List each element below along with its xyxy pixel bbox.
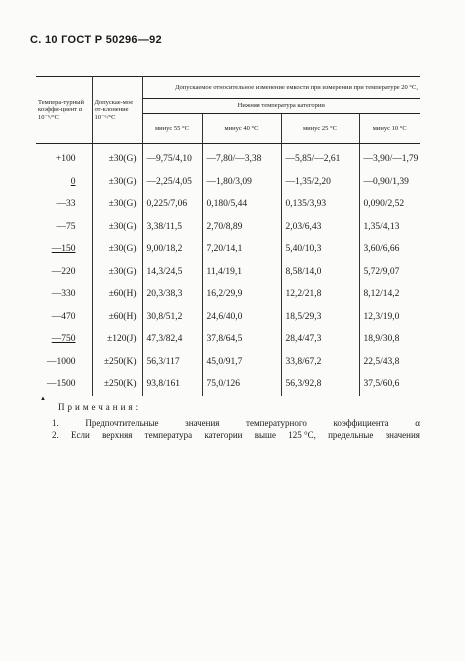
value-cell: 24,6/40,0 (202, 306, 281, 329)
value-cell: 20,3/38,3 (142, 283, 202, 306)
note-1-word: значения (185, 418, 220, 428)
temp-cell: —470 (36, 306, 92, 329)
value-cell: 9,00/18,2 (142, 238, 202, 261)
value-cell: 30,8/51,2 (142, 306, 202, 329)
tolerance-cell: ±30(G) (92, 261, 142, 284)
value-cell: —5,85/—2,61 (281, 144, 359, 171)
note-1-word: Предпочтительные (85, 418, 159, 428)
tolerance-cell: ±30(G) (92, 216, 142, 239)
value-cell: 47,3/82,4 (142, 328, 202, 351)
table-row (36, 306, 420, 329)
temp-cell: —1500 (36, 373, 92, 396)
value-cell: 18,9/30,8 (363, 334, 400, 345)
value-cell: 8,58/14,0 (281, 261, 359, 284)
header-capacitance-change: Допускаемое относительное изменение емкости при измерении при температуре 20 °С, (142, 77, 420, 99)
tolerance-cell: ±250(K) (92, 373, 142, 396)
temp-cell: —1000 (36, 351, 92, 374)
tolerance-cell: ±60(H) (92, 283, 142, 306)
value-cell: —1,80/3,09 (202, 171, 281, 194)
header-minus40: минус 40 °С (202, 114, 281, 144)
value-cell: 75,0/126 (202, 373, 281, 396)
notes-section (52, 402, 420, 442)
value-cell: 16,2/29,9 (202, 283, 281, 306)
temp-cell: —75 (36, 216, 92, 239)
note-2-word: выше (254, 430, 276, 440)
value-cell: 56,3/92,8 (281, 373, 359, 396)
note-1-word: α (415, 418, 420, 428)
table-row (36, 351, 420, 374)
note-1-word: температурного (246, 418, 307, 428)
value-cell: 12,2/21,8 (281, 283, 359, 306)
note-2 (52, 430, 420, 440)
value-cell: —2,25/4,05 (142, 171, 202, 194)
value-cell: 3,60/6,66 (363, 244, 400, 255)
note-1-word: 1. (52, 418, 59, 428)
table-row (36, 193, 420, 216)
table-row (36, 328, 420, 351)
tolerance-cell: ±120(J) (92, 328, 142, 351)
note-2-word: 2. (52, 430, 59, 440)
table-row (36, 283, 420, 306)
page-header: С. 10 ГОСТ Р 50296—92 (30, 34, 162, 46)
table-row (36, 171, 420, 194)
tolerance-cell: ±60(H) (92, 306, 142, 329)
temp-cell: —33 (36, 193, 92, 216)
tolerance-cell: ±30(G) (92, 238, 142, 261)
value-cell: 0,225/7,06 (142, 193, 202, 216)
value-cell: —0,90/1,39 (363, 176, 409, 187)
value-cell: 2,70/8,89 (202, 216, 281, 239)
value-cell: 33,8/67,2 (281, 351, 359, 374)
value-cell: 28,4/47,3 (281, 328, 359, 351)
note-1 (52, 418, 420, 428)
value-cell: —9,75/4,10 (142, 144, 202, 171)
value-cell: —3,90/—1,79 (363, 154, 419, 165)
value-cell: 0,135/3,93 (281, 193, 359, 216)
table-row (36, 261, 420, 284)
note-2-word: значения (385, 430, 420, 440)
note-2-word: верхняя (102, 430, 133, 440)
header-tolerance: Допускае-мое от-клонение 10⁻⁶/°С (92, 77, 142, 144)
header-minus25: минус 25 °С (281, 114, 359, 144)
value-cell: —1,35/2,20 (281, 171, 359, 194)
value-cell: —7,80/—3,38 (202, 144, 281, 171)
header-minus10: минус 10 °С (359, 114, 420, 144)
arrow-marker-icon: ▲ (40, 396, 46, 402)
value-cell: 5,40/10,3 (281, 238, 359, 261)
temp-cell: +100 (36, 144, 92, 171)
value-cell: 56,3/117 (142, 351, 202, 374)
tolerance-cell: ±250(K) (92, 351, 142, 374)
note-2-word: категории (204, 430, 243, 440)
note-2-word: температура (144, 430, 193, 440)
note-1-word: коэффициента (333, 418, 389, 428)
value-cell: 12,3/19,0 (363, 311, 400, 322)
header-lower-category-temp: Нижняя температура категории (142, 99, 420, 114)
temp-cell: 0 (36, 171, 92, 194)
tolerance-cell: ±30(G) (92, 171, 142, 194)
value-cell: 7,20/14,1 (202, 238, 281, 261)
value-cell: 1,35/4,13 (363, 221, 400, 232)
value-cell: 22,5/43,8 (363, 356, 400, 367)
value-cell: 45,0/91,7 (202, 351, 281, 374)
temp-cell: —750 (36, 328, 92, 351)
tolerance-cell: ±30(G) (92, 193, 142, 216)
value-cell: 93,8/161 (142, 373, 202, 396)
notes-title: Примечания: (58, 402, 142, 412)
value-cell: 3,38/11,5 (142, 216, 202, 239)
table-row (36, 216, 420, 239)
temp-cell: —330 (36, 283, 92, 306)
value-cell: 37,5/60,6 (363, 379, 400, 390)
table-row (36, 144, 420, 171)
tolerance-cell: ±30(G) (92, 144, 142, 171)
value-cell: 2,03/6,43 (281, 216, 359, 239)
note-2-word: предельные (328, 430, 374, 440)
value-cell: 14,3/24,5 (142, 261, 202, 284)
table-row (36, 373, 420, 396)
note-2-word: 125 °С, (288, 430, 316, 440)
value-cell: 8,12/14,2 (363, 289, 400, 300)
capacitance-table (36, 76, 420, 396)
value-cell: 0,090/2,52 (363, 199, 405, 210)
table-row (36, 238, 420, 261)
value-cell: 18,5/29,3 (281, 306, 359, 329)
header-minus55: минус 55 °С (142, 114, 202, 144)
note-2-word: Если (71, 430, 90, 440)
header-temp-coefficient: Темпера-турный коэффи-циент α 10⁻⁶/°С (36, 77, 92, 144)
value-cell: 5,72/9,07 (363, 266, 400, 277)
temp-cell: —220 (36, 261, 92, 284)
value-cell: 0,180/5,44 (202, 193, 281, 216)
value-cell: 37,8/64,5 (202, 328, 281, 351)
value-cell: 11,4/19,1 (202, 261, 281, 284)
temp-cell: —150 (36, 238, 92, 261)
